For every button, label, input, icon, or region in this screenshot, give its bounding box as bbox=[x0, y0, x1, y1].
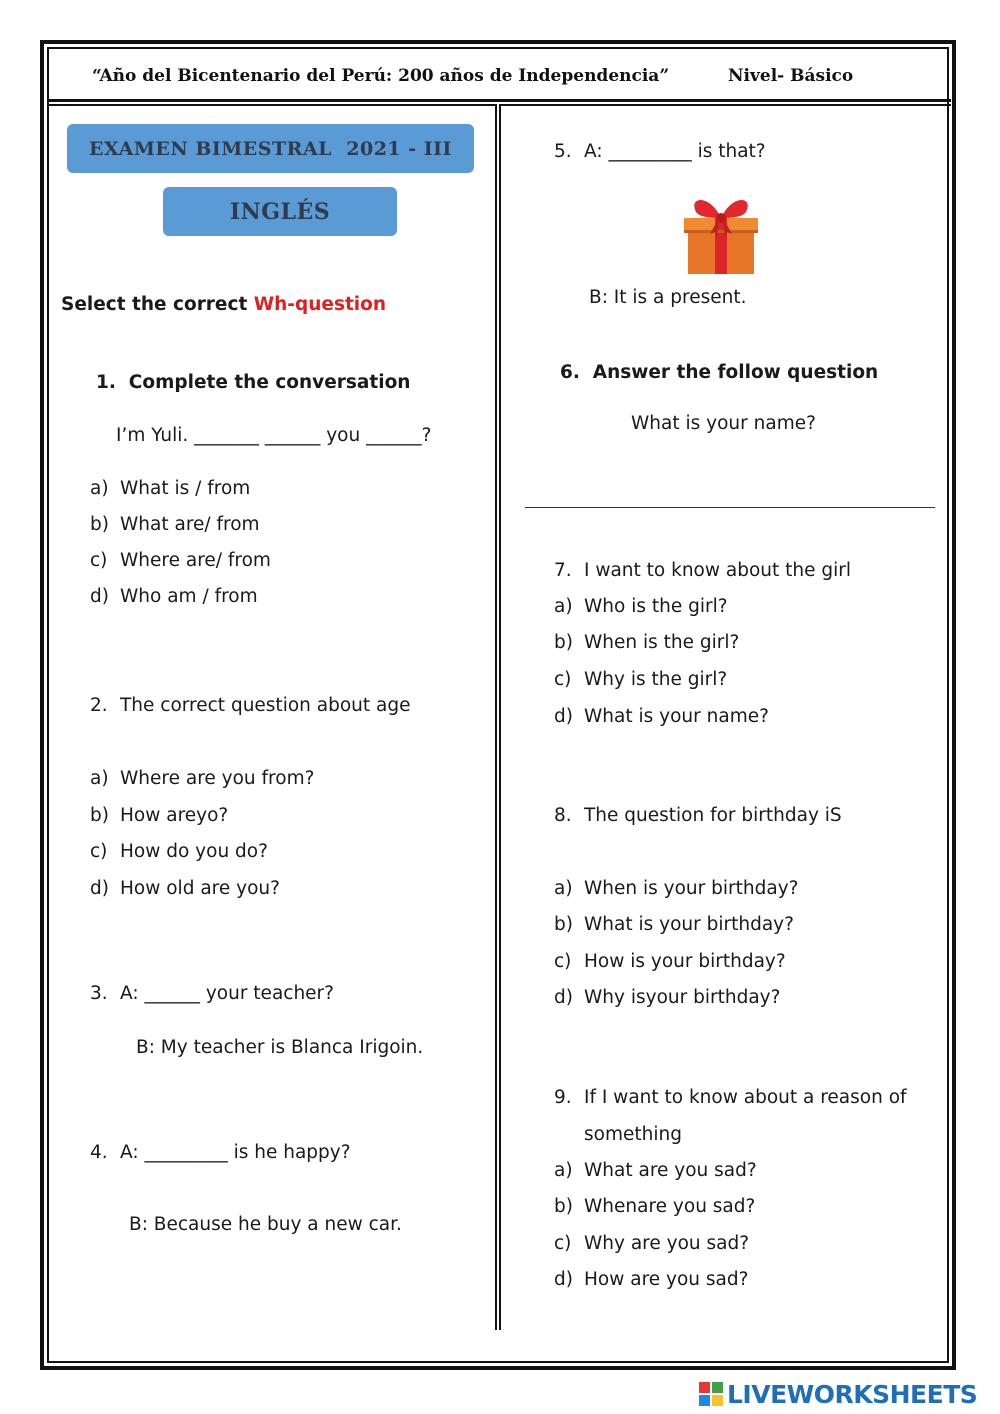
header-motto: “Año del Bicentenario del Perú: 200 años de Independencia” bbox=[92, 66, 670, 86]
option-label: a) bbox=[90, 478, 109, 499]
q8-option-b[interactable] bbox=[554, 914, 794, 935]
option-label: a) bbox=[554, 596, 573, 617]
q5-line-a-text: A: _________ is that? bbox=[584, 141, 766, 162]
option-label: b) bbox=[554, 914, 573, 935]
option-text: What is your birthday? bbox=[584, 914, 794, 935]
option-label: d) bbox=[90, 878, 109, 899]
option-label: b) bbox=[90, 805, 109, 826]
option-text: How old are you? bbox=[120, 878, 280, 899]
q4-line-b: B: Because he buy a new car. bbox=[129, 1214, 402, 1235]
q7-title-text: I want to know about the girl bbox=[584, 560, 852, 581]
option-label: a) bbox=[554, 878, 573, 899]
q7-option-a[interactable] bbox=[554, 596, 728, 617]
option-label: b) bbox=[90, 514, 109, 535]
option-text: What is your name? bbox=[584, 706, 769, 727]
option-text: How do you do? bbox=[120, 841, 268, 862]
option-text: Where are/ from bbox=[120, 550, 271, 571]
q5-number: 5. bbox=[554, 141, 572, 162]
option-text: Why is the girl? bbox=[584, 669, 728, 690]
liveworksheets-brand[interactable] bbox=[698, 1380, 977, 1408]
q1-prompt: I’m Yuli. _______ ______ you ______? bbox=[116, 425, 432, 446]
q2-option-d[interactable] bbox=[90, 878, 280, 899]
q2-title-text: The correct question about age bbox=[120, 695, 411, 716]
instruction-prefix: Select the correct bbox=[61, 294, 254, 315]
q1-option-a[interactable] bbox=[90, 478, 250, 499]
option-label: d) bbox=[554, 706, 573, 727]
q2-option-a[interactable] bbox=[90, 768, 314, 789]
subject-banner bbox=[163, 187, 397, 236]
q3-line-a-text: A: ______ your teacher? bbox=[120, 983, 334, 1004]
q5-line-b: B: It is a present. bbox=[589, 287, 747, 308]
option-text: Where are you from? bbox=[120, 768, 315, 789]
instruction-highlight: Wh-question bbox=[253, 294, 387, 315]
option-label: c) bbox=[554, 1233, 572, 1254]
q8-title-text: The question for birthday iS bbox=[584, 805, 842, 826]
q8-number: 8. bbox=[554, 805, 572, 826]
subject-title: INGLÉS bbox=[229, 198, 331, 225]
option-text: Whenare you sad? bbox=[584, 1196, 756, 1217]
option-text: What are you sad? bbox=[584, 1160, 757, 1181]
q9-option-b[interactable] bbox=[554, 1196, 755, 1217]
q4-number: 4. bbox=[90, 1142, 108, 1163]
option-text: Who am / from bbox=[120, 586, 258, 607]
option-text: How areyo? bbox=[120, 805, 229, 826]
q2-option-c[interactable] bbox=[90, 841, 268, 862]
q7-option-c[interactable] bbox=[554, 669, 727, 690]
q2-title bbox=[90, 695, 410, 716]
option-text: How are you sad? bbox=[584, 1269, 749, 1290]
q1-option-b[interactable] bbox=[90, 514, 260, 535]
q3-number: 3. bbox=[90, 983, 108, 1004]
q6-number: 6. bbox=[560, 362, 580, 383]
q6-title bbox=[560, 362, 878, 383]
instruction bbox=[61, 294, 386, 315]
q6-prompt: What is your name? bbox=[631, 413, 816, 434]
q1-title-text: Complete the conversation bbox=[128, 372, 411, 393]
q9-title-line2: something bbox=[584, 1124, 682, 1145]
q8-title bbox=[554, 805, 842, 826]
q9-option-d[interactable] bbox=[554, 1269, 748, 1290]
brand-name: LIVEWORKSHEETS bbox=[727, 1379, 978, 1409]
q7-option-b[interactable] bbox=[554, 632, 739, 653]
option-text: What is / from bbox=[120, 478, 251, 499]
option-label: b) bbox=[554, 1196, 573, 1217]
option-label: d) bbox=[90, 586, 109, 607]
option-text: When is your birthday? bbox=[584, 878, 799, 899]
option-text: When is the girl? bbox=[584, 632, 740, 653]
header-level: Nivel- Básico bbox=[728, 66, 854, 86]
header-divider bbox=[47, 99, 951, 102]
option-label: d) bbox=[554, 987, 573, 1008]
q7-option-d[interactable] bbox=[554, 706, 769, 727]
q1-title bbox=[96, 372, 410, 393]
q2-option-b[interactable] bbox=[90, 805, 228, 826]
option-text: Who is the girl? bbox=[584, 596, 728, 617]
option-text: What are/ from bbox=[120, 514, 260, 535]
q8-option-a[interactable] bbox=[554, 878, 798, 899]
option-label: d) bbox=[554, 1269, 573, 1290]
q9-number: 9. bbox=[554, 1087, 572, 1108]
q4-line-a-text: A: _________ is he happy? bbox=[120, 1142, 351, 1163]
q1-number: 1. bbox=[96, 372, 116, 393]
q2-number: 2. bbox=[90, 695, 108, 716]
q3-line-b: B: My teacher is Blanca Irigoin. bbox=[136, 1037, 424, 1058]
option-label: c) bbox=[90, 841, 108, 862]
q8-option-c[interactable] bbox=[554, 951, 786, 972]
option-text: Why are you sad? bbox=[584, 1233, 750, 1254]
q4-line-a[interactable] bbox=[90, 1142, 351, 1163]
q8-option-d[interactable] bbox=[554, 987, 780, 1008]
q1-option-c[interactable] bbox=[90, 550, 271, 571]
option-label: a) bbox=[554, 1160, 573, 1181]
exam-title-banner bbox=[67, 124, 474, 173]
q6-title-text: Answer the follow question bbox=[592, 362, 879, 383]
q6-answer-line[interactable] bbox=[525, 507, 935, 508]
q5-line-a[interactable] bbox=[554, 141, 766, 162]
exam-title: EXAMEN BIMESTRAL 2021 - III bbox=[89, 137, 452, 160]
option-label: b) bbox=[554, 632, 573, 653]
q7-title bbox=[554, 560, 851, 581]
q9-title bbox=[554, 1087, 907, 1108]
liveworksheets-logo-icon bbox=[698, 1381, 724, 1407]
option-label: c) bbox=[554, 951, 572, 972]
q1-option-d[interactable] bbox=[90, 586, 258, 607]
option-text: How is your birthday? bbox=[584, 951, 786, 972]
q3-line-a[interactable] bbox=[90, 983, 334, 1004]
option-label: c) bbox=[554, 669, 572, 690]
q9-option-c[interactable] bbox=[554, 1233, 749, 1254]
option-text: Why isyour birthday? bbox=[584, 987, 781, 1008]
q9-option-a[interactable] bbox=[554, 1160, 757, 1181]
option-label: c) bbox=[90, 550, 108, 571]
q7-number: 7. bbox=[554, 560, 572, 581]
q9-title-line1: If I want to know about a reason of bbox=[584, 1087, 907, 1108]
option-label: a) bbox=[90, 768, 109, 789]
gift-icon bbox=[684, 190, 758, 276]
column-divider bbox=[495, 104, 501, 1330]
